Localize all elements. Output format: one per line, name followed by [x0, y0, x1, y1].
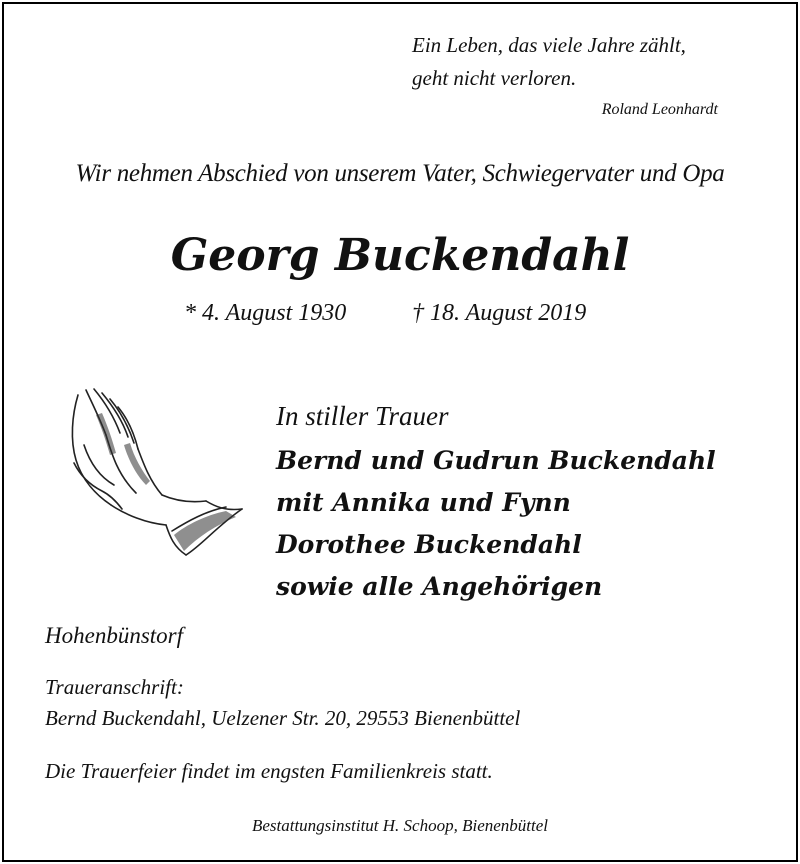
mourning-intro: In stiller Trauer — [276, 401, 449, 431]
death-date: † 18. August 2019 — [412, 300, 587, 326]
birth-date: * 4. August 1930 — [184, 300, 347, 326]
funeral-home: Bestattungsinstitut H. Schoop, Bienenbüttel — [251, 816, 549, 835]
quote-line-1: Ein Leben, das viele Jahre zählt, — [412, 33, 686, 57]
mourner-line: Bernd und Gudrun Buckendahl — [276, 446, 716, 475]
place-name: Hohenbünstorf — [45, 623, 183, 648]
funeral-note: Die Trauerfeier findet im engsten Familienkreis statt. — [45, 759, 493, 783]
deceased-name: Georg Buckendahl — [170, 230, 630, 281]
mourner-line: Dorothee Buckendahl — [276, 530, 582, 559]
praying-hands-icon — [66, 385, 246, 560]
quote-author: Roland Leonhardt — [601, 101, 718, 118]
farewell-text: Wir nehmen Abschied von unserem Vater, Schwiegervater und Opa — [75, 160, 725, 187]
quote-line-2: geht nicht verloren. — [412, 66, 577, 90]
address-value: Bernd Buckendahl, Uelzener Str. 20, 29553 Bienenbüttel — [45, 706, 521, 730]
mourner-line: mit Annika und Fynn — [276, 488, 571, 517]
address-label: Traueranschrift: — [45, 675, 184, 699]
mourner-line: sowie alle Angehörigen — [276, 572, 603, 601]
